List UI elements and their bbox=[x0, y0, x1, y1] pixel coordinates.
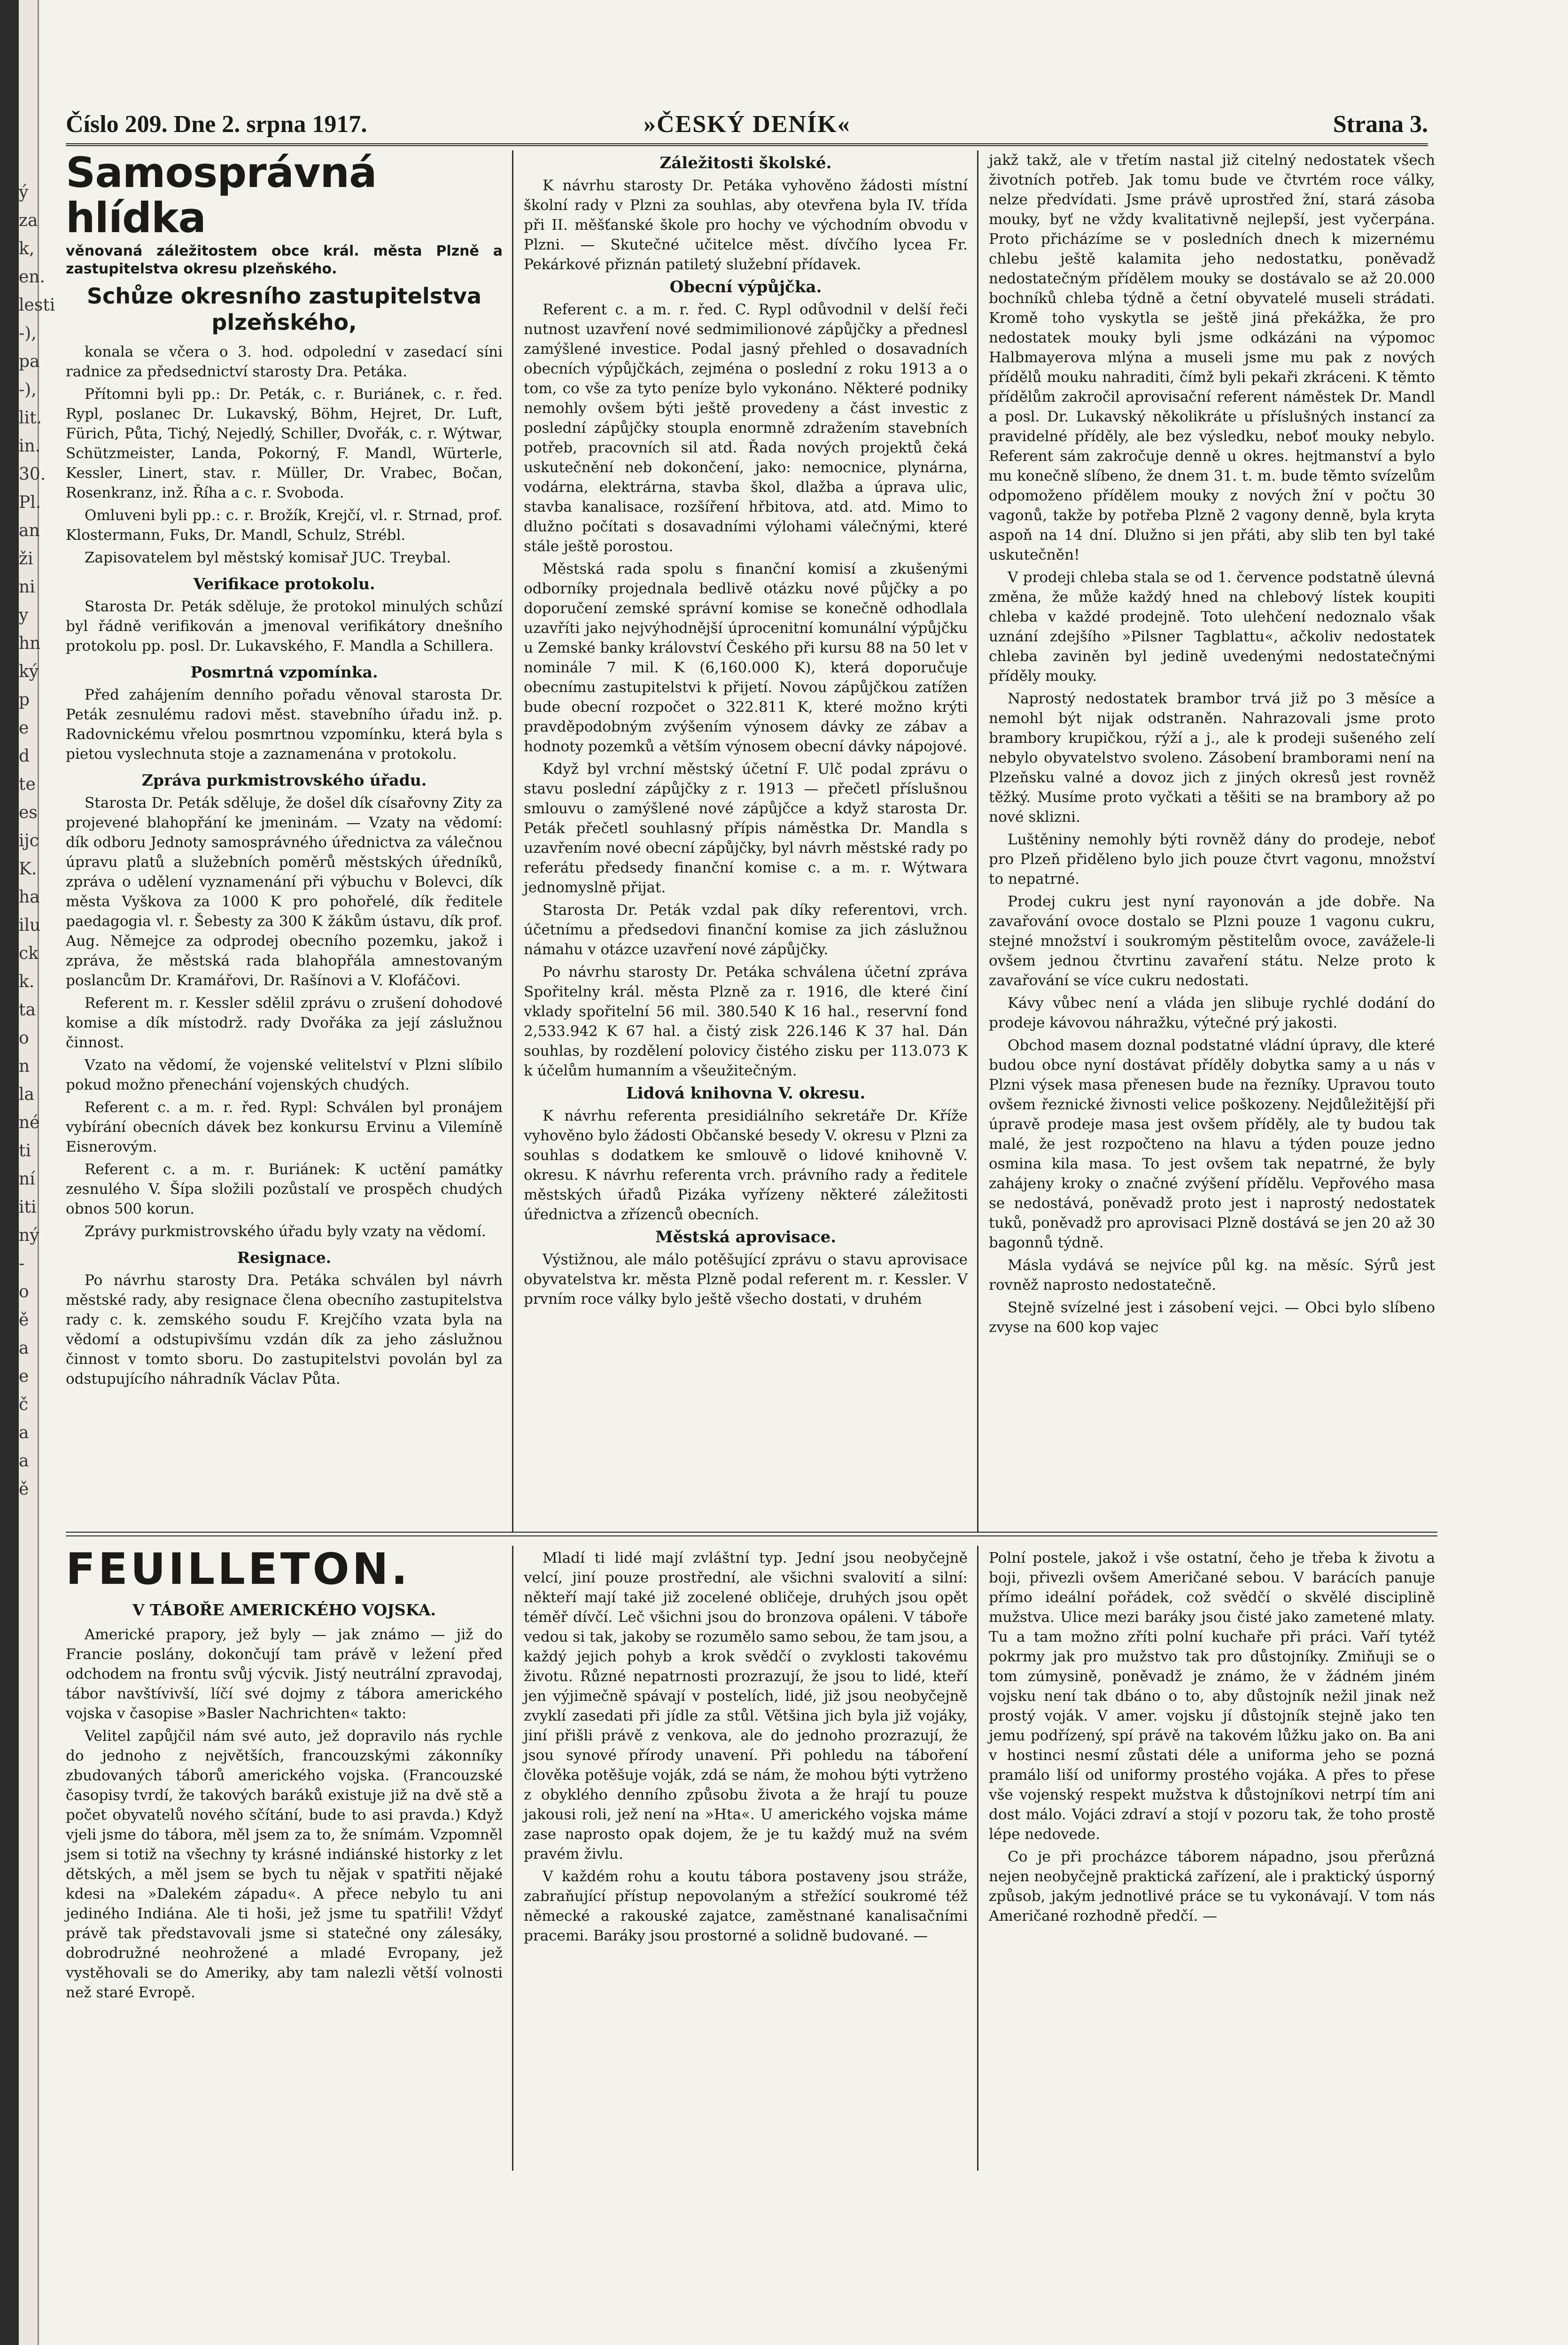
paragraph: Másla vydává se nejvíce půl kg. na měsíc. Sýrů jest rovněž naprosto nedostatečně. bbox=[989, 1257, 1435, 1293]
paragraph: Vzato na vědomí, že vojenské velitelství v Plzni slíbilo pokud možno přenechání vojenských chudých. bbox=[66, 1057, 503, 1093]
edge-fragment: 30. bbox=[19, 465, 46, 484]
edge-fragment: a bbox=[19, 1423, 29, 1442]
column-rule bbox=[512, 1546, 513, 2171]
edge-fragment: lesti bbox=[19, 296, 55, 315]
paragraph: Referent c. a m. r. řed. C. Rypl odůvodnil v delší řeči nutnost uzavření nové sedmimilionové zápůjčky a přednesl zamýšlené investice. Podal jasný přehled o dosavadních obecních výpůjčkách, zejména o poslední z roku 1913 a o tom, co vše za tyto peníze bylo vykonáno. Některé podniky nemohly ovšem býti ještě provedeny a část investic z poslední zápůjčky stoupla enormně zdražením stavebních potřeb, pracovních sil atd. Řada nových projektů čeká uskutečnění neb dokončení, jako: nemocnice, plynárna, vodárna, elektrárna, stavba škol, dlažba a úprava ulic, stavba kanalisace, rozšíření hřbitova, atd. atd. Mimo to dlužno počítati s dosavadními výlohami válečnými, které stále ještě porostou. bbox=[524, 301, 968, 555]
section-title: Samosprávná hlídka bbox=[66, 148, 377, 242]
edge-fragment: d bbox=[19, 747, 30, 766]
paragraph: K návrhu referenta presidiálního sekretáře Dr. Kříže vyhověno bylo žádosti Občanské besedy V. okresu v Plzni za souhlas s dodatkem ke smlouvě o lidové knihovně V. okresu. K návrhu referenta vrch. právního rady a ředitele městských úřadů Pizáka vyřízeny některé záležitosti úřednictva a zřízenců obecních. bbox=[524, 1107, 968, 1223]
edge-fragment: a bbox=[19, 1339, 29, 1358]
paragraph: Po návrhu starosty Dra. Petáka schválen byl návrh městské rady, aby resignace člena obecního zastupitelstva rady c. k. zemského soudu F. Krejčího vzata byla na vědomí a odstupivšímu vzdán dík za jeho záslužnou činnost v tomto sboru. Do zastupitelstvi povolán byl za odstupujícího náhradník Václav Půta. bbox=[66, 1272, 503, 1387]
edge-fragment: a bbox=[19, 1451, 29, 1471]
paragraph: jakž takž, ale v třetím nastal již citelný nedostatek všech životních potřeb. Jak tomu bude ve čtvrtém roce války, nelze předvídati. Jsme právě uprostřed žní, stará zásoba mouky, byť ne vždy kvalitativně nejlepší, jest vyčerpána. Proto přicházíme se v posledních dnech k mizernému chlebu ještě kalamita jeho nedostatku, poněvadž nedostatečným přídělem mouky se dostávalo se až 20.000 bochníků chleba týdně a četní obyvatelé museli strádati. Kromě toho vyskytla se ještě jiná překážka, že pro nedostatek mouky byli jsme odkázáni na výpomoc Halbmayerova mlýna a museli jsme mu pak z nových přídělů mouku nahraditi, čímž byli pekaři zkráceni. K těmto přídělům zakročil aprovisační referent náměstek Dr. Mandl a posl. Dr. Lukavský několikráte u příslušných instancí za pravidelné příděly, ale bez výsledku, neboť mouky nebylo. Referent sám zakročuje denně u okres. hejtmanství a bylo mu konečně slíbeno, že dnem 31. t. m. bude těmto svízelům odpomoženo přídělem mouky z nových žní v počtu 30 vagonů, takže by potřeba Plzně 2 vagony denně, byla kryta aspoň na 14 dní. Dlužno si jen přáti, aby slib ten byl také uskutečněn! bbox=[989, 152, 1435, 563]
edge-fragment: ta bbox=[19, 1000, 36, 1020]
paragraph: Referent c. a m. r. řed. Rypl: Schválen byl pronájem vybírání obecních dávek bez konkursu Ervinu a Vilemíně Eisnerovým. bbox=[66, 1099, 503, 1155]
feuilleton-column-3 bbox=[989, 1548, 1435, 2173]
paragraph: Americké prapory, jež byly — jak známo — již do Francie poslány, dokončují tam právě v ležení před odchodem na frontu svůj výcvik. Jistý neutrální zpravodaj, tábor navštívivší, líčí své dojmy z tábora amerického vojska v časopise »Basler Nachrichten« takto: bbox=[66, 1626, 503, 1722]
feuilleton-subtitle: V TÁBOŘE AMERICKÉHO VOJSKA. bbox=[132, 1601, 436, 1619]
section-subtitle: věnovaná záležitostem obce král. města Plzně a zastupitelstva okresu plzeňského. bbox=[66, 243, 503, 277]
edge-fragment: K. bbox=[19, 859, 37, 879]
edge-fragment: -), bbox=[19, 380, 37, 399]
edge-fragment: hn bbox=[19, 634, 41, 653]
edge-fragment: ži bbox=[19, 549, 33, 569]
edge-fragment: Pl. bbox=[19, 493, 41, 512]
edge-fragment: ký bbox=[19, 662, 39, 681]
paragraph: Kávy vůbec není a vláda jen slibuje rychlé dodání do prodeje kávovou náhražku, výtečné prý jakosti. bbox=[989, 995, 1435, 1031]
edge-fragment: ijc bbox=[19, 831, 39, 850]
edge-fragment: y bbox=[19, 606, 29, 625]
edge-fragment: te bbox=[19, 775, 36, 794]
edge-fragment: an bbox=[19, 521, 40, 540]
paragraph: Městská rada spolu s finanční komisí a zkušenými odborníky projednala bedlivě otázku nové půjčky a po doporučení zemské správní komise se konečně odhodlala uzavříti jako nejvýhodnější úprocenitní komunální výpůjčku u Zemské banky království Českého při kursu 88 na 50 let v nominále 7 mil. K (6,160.000 K), která doporučuje obecnímu zastupitelstvi k přijetí. Novou zápůjčkou zatížen bude obecní rozpočet o 322.811 K, které možno krýti pravděpodobným zvýšením výnosem dávky ze zábav a hodnoty pozemků a větším výnosem obecní dávky nápojové. bbox=[524, 561, 968, 755]
column-rule bbox=[512, 150, 513, 1532]
edge-fragment: iti bbox=[19, 1198, 37, 1217]
paragraph: Když byl vrchní městský účetní F. Ulč podal zprávu o stavu poslední zápůjčky z r. 1913 — přečetl příslušnou smlouvu o zamýšlené nové zápůjčce a když starosta Dr. Peták přečetl souhlasný přípis náměstka Dr. Mandla s uzavřením nové obecní zápůjčky, byl návrh městské rady po referátu předsedy finanční komise c. a m. r. Wýtwara jednomyslně přijat. bbox=[524, 761, 968, 896]
feuilleton-column-1 bbox=[66, 1597, 503, 2180]
issue-date: Číslo 209. Dne 2. srpna 1917. bbox=[66, 111, 367, 138]
edge-fragment: ck bbox=[19, 944, 39, 963]
subheading: Posmrtná vzpomínka. bbox=[190, 663, 378, 681]
edge-fragment: ni bbox=[19, 577, 35, 597]
paragraph: V každém rohu a koutu tábora postaveny jsou stráže, zabraňující přístup nepovolaným a střežící soukromé též německé a rakouské zajatce, zaměstnané kanalisačními pracemi. Baráky jsou prostorné a solidně budované. — bbox=[524, 1868, 968, 1944]
feuilleton-divider bbox=[66, 1532, 1437, 1536]
column-2 bbox=[524, 150, 968, 1527]
column-rule bbox=[977, 1546, 978, 2171]
edge-fragment: o bbox=[19, 1028, 29, 1048]
column-3 bbox=[989, 150, 1435, 1527]
page-header bbox=[66, 101, 1428, 146]
subheading: Obecní výpůjčka. bbox=[669, 278, 822, 296]
paragraph: Stejně svízelné jest i zásobení vejci. — Obci bylo slíbeno zvyse na 600 kop vajec bbox=[989, 1299, 1435, 1336]
paragraph: Omluveni byli pp.: c. r. Brožík, Krejčí, vl. r. Strnad, prof. Klostermann, Fuks, Dr. Mandl, Schulz, Strébl. bbox=[66, 507, 503, 544]
paragraph: V prodeji chleba stala se od 1. července podstatně úlevná změna, že může každý hned na chlebový lístek koupiti chleba v každé prodejně. Toto ulehčení nedoznalo však uznání zdejšího »Pilsner Tagblattu«, ačkoliv nedostatek chleba zaviněn byl jedině uvedenými nedostatečnými příděly mouky. bbox=[989, 569, 1435, 685]
paragraph: Zapisovatelem byl městský komisař JUC. Treybal. bbox=[85, 549, 451, 566]
edge-fragment: k, bbox=[19, 239, 35, 258]
paragraph: konala se včera o 3. hod. odpolední v zasedací síni radnice za předsednictví starosty Dra. Petáka. bbox=[66, 343, 503, 380]
edge-fragment: č bbox=[19, 1395, 29, 1414]
paragraph: Obchod masem doznal podstatné vládní úpravy, dle které budou obce nyní dostávat příděly dobytka samy a u nás v Plzni výsek masa přenesen bude na řezníky. Upravou touto ovšem řeznické živnosti velice poškozeny. Nejdůležitější při úpravě prodeje masa jest ovšem příděly, ale ty budou tak malé, že jest rozpočteno na hlavu a týden pouze jedno osmina kila masa. To jest ovšem tak nepatrné, že byly zahájeny kroky o značné zvýšení přídělu. Vepřového masa se nedostává, poněvadž proto jest i naprostý nedostatek tuků, poněvadž pro aprovisaci Plzně dostává se jen 20 až 30 bagonnů týdně. bbox=[989, 1037, 1435, 1251]
column-rule bbox=[977, 150, 978, 1532]
edge-fragment: ha bbox=[19, 888, 40, 907]
edge-fragment: -), bbox=[19, 324, 37, 343]
paragraph: Starosta Dr. Peták sděluje, že došel dík císařovny Zity za projevené blahopřání ke jmeninám. — Vzaty na vědomí: dík odboru Jednoty samosprávného úřednictva za válečnou úpravu platů a služebních poměrů městských úředníků, zpráva o udělení vyznamenání při výbuchu v Bolevci, dík města Vyškova za 1000 K pro pohořelé, dík ředitele paedagogia vl. r. Šebesty za 300 K žákům ústavu, dík prof. Aug. Němejce za odprodej obecního pozemku, jakož i zpráva, že městská rada blahopřála amnestovaným poslancům Dr. Kramářovi, Dr. Rašínovi a V. Klofáčovi. bbox=[66, 795, 503, 989]
paragraph: Výstižnou, ale málo potěšující zprávu o stavu aprovisace obyvatelstva kr. města Plzně podal referent m. r. Kessler. V prvním roce války bylo ještě všecho dostati, v druhém bbox=[524, 1251, 968, 1308]
edge-fragment: ý bbox=[19, 183, 29, 202]
paragraph: Po návrhu starosty Dr. Petáka schválena účetní zpráva Spořitelny král. města Plzně za r. 1916, dle které činí vklady spořitelní 56 mil. 380.540 K 16 hal., reservní fond 2,533.942 K 67 hal. a čistý zisk 226.146 K 37 hal. Dán souhlas, by rozdělení polovicy čistého zisku per 113.073 K k účelům humanním a všeužitečným. bbox=[524, 964, 968, 1079]
edge-fragment: za bbox=[19, 211, 38, 230]
edge-fragment: p bbox=[19, 690, 30, 709]
subheading: Městská aprovisace. bbox=[655, 1228, 837, 1247]
paragraph: Před zahájením denního pořadu věnoval starosta Dr. Peták zesnulému radovi měst. stavebního úřadu inž. p. Radovnickému vřelou posmrtnou vzpomínku, která byla s pietou vyslechnuta stoje a zaznamenána v protokolu. bbox=[66, 686, 503, 763]
paragraph: Zprávy purkmistrovského úřadu byly vzaty na vědomí. bbox=[85, 1223, 486, 1240]
meeting-heading: Schůze okresního zastupitelstva plzeňského, bbox=[86, 283, 482, 335]
newspaper-page bbox=[19, 0, 1568, 2345]
edge-fragment: e bbox=[19, 1367, 29, 1386]
paragraph: Velitel zapůjčil nám své auto, jež dopravilo nás rychle do jednoho z největších, francouzskými zákonníky zbudovaných táborů amerického vojska. (Francouzské časopisy tvrdí, že takových baráků existuje již na dvě stě a počet obyvatelů nového sčítání, bude to asi pravda.) Když vjeli jsme do tábora, měl jsem za to, že snímám. Vzpomněl jsem si totiž na všechny ty krásné indiánské historky z let dětských, a měl jsem se bych tu nějak v spatřiti nějaké kdesi na »Dalekém západu«. A přece nebylo tu ani jediného Indiána. Ale ti hoši, jež jsme tu spatřili! Vždyť právě tak představovali jsme si statečné ony zálesáky, dobrodružné neohrožené a mladé Evropany, jež vystěhovali se do Ameriky, aby tam nalezli větší volnosti než staré Evropě. bbox=[66, 1728, 503, 2001]
edge-fragment: in. bbox=[19, 436, 41, 456]
paragraph: Naprostý nedostatek brambor trvá již po 3 měsíce a nemohl být nijak odstraněn. Nahrazovali jsme proto brambory krupičkou, rýží a j., ale k prodeji sušeného zelí nebylo obyvatelstvo svoleno. Zásobení bramborami není na Plzeňsku valné a dovoz jich z jiných okresů jest rovněž těžký. Musíme proto vyčkati a těšiti se na brambory až po nové sklizni. bbox=[989, 690, 1435, 826]
paragraph: Co je při procházce táborem nápadno, jsou přerůzná nejen neobyčejně praktická zařízení, ale i praktický úsporný způsob, jakým jednotlivé práce se tu vykonávají. V tom nás Američané rozhodně předčí. — bbox=[989, 1848, 1435, 1924]
edge-fragment: ilu bbox=[19, 916, 41, 935]
paragraph: Starosta Dr. Peták vzdal pak díky referentovi, vrch. účetnímu a předsedovi finanční komise za jich záslužnou námahu v otázce uzavření nové zápůjčky. bbox=[524, 902, 968, 958]
subheading: Zpráva purkmistrovského úřadu. bbox=[141, 771, 427, 789]
paragraph: Referent m. r. Kessler sdělil zprávu o zrušení dohodové komise a dík místodrž. rady Dvořáka za její záslužnou činnost. bbox=[66, 995, 503, 1051]
paragraph: Mladí ti lidé mají zvláštní typ. Jední jsou neobyčejně velcí, jiní pouze prostřední, ale všichni svalovití a silní: někteří mají také již zocelené obličeje, druhých jsou opět téměř dívčí. Leč všichni jsou do bronzova opáleni. V táboře vedou si tak, jakoby se rozumělo samo sebou, že tam jsou, a každý jejich pohyb a krok svědčí o zvyklosti takovému životu. Různé nepatrnosti prozrazují, že jsou to lidé, kteří jen výjimečně spávají v postelích, lidé, již jsou neobyčejně zvyklí zasedati při jídle za stůl. Většina jich byla již vojáky, jiní přišli právě z venkova, ale do jednoho prozrazují, že jsou synové přírody unavení. Při pohledu na táboření člověka potěšuje voják, zdá se nám, že mohou býti vytrženo z obyklého denního způsobu života a že hrají tu pouze jakousi roli, jež není na »Hta«. U amerického vojska máme zase naprosto opak dojem, že je tu každý muž na svém pravém živlu. bbox=[524, 1550, 968, 1862]
adjacent-page-edge bbox=[19, 0, 55, 2345]
edge-fragment: - bbox=[19, 1254, 25, 1273]
page-number: Strana 3. bbox=[1333, 111, 1428, 138]
edge-fragment: ě bbox=[19, 1480, 29, 1499]
subheading: Lidová knihovna V. okresu. bbox=[626, 1084, 866, 1103]
feuilleton-column-2 bbox=[524, 1548, 968, 2173]
paragraph: Starosta Dr. Peták sděluje, že protokol minulých schůzí byl řádně verifikován a jmenoval verifikátory dnešního protokolu pp. posl. Dr. Lukavského, F. Mandla a Schillera. bbox=[66, 598, 503, 654]
subheading: Verifikace protokolu. bbox=[193, 575, 375, 593]
edge-fragment: lit. bbox=[19, 408, 42, 428]
paragraph: K návrhu starosty Dr. Petáka vyhověno žádosti místní školní rady v Plzni za souhlas, aby otevřena byla IV. třída při II. měšťanské škole pro hochy ve východním obvodu v Plzni. — Skutečné učitelce měst. dívčího lycea Fr. Pekárkové přiznán patiletý služební přídavek. bbox=[524, 177, 968, 273]
edge-fragment: o bbox=[19, 1282, 29, 1301]
edge-fragment: en. bbox=[19, 267, 45, 287]
paragraph: Referent c. a m. r. Buriánek: K uctění památky zesnulého V. Šípa složili pozůstalí ve prospěch chudých obnos 500 korun. bbox=[66, 1161, 503, 1217]
edge-fragment: ný bbox=[19, 1226, 39, 1245]
paragraph: Prodej cukru jest nyní rayonován a jde dobře. Na zavařování ovoce dostalo se Plzni pouze 1 vagonu cukru, stejné množství i soukromým pěstitelům ovoce, zavážele-li ovšem jednou čtvrtinu zavaření státu. Nelze proto k zavařování se více cukru nedostati. bbox=[989, 893, 1435, 989]
edge-fragment: né bbox=[19, 1113, 40, 1132]
paragraph: Polní postele, jakož i vše ostatní, čeho je třeba k životu a boji, přivezli ovšem Američané sebou. V barácích panuje přímo ideální pořádek, což svědčí o skvělé disciplině mužstva. Ulice mezi baráky jsou čisté jako zametené mlaty. Tu a tam možno zříti polní kuchaře při práci. Vaří tytéž pokrmy jak pro mužstvo tak pro důstojníky. Zmiňuji se o tom zúmysině, poněvadž je známo, že v žádném jiném vojsku není tak dbáno o to, aby důstojník nežil jinak než prostý voják. V amer. vojsku jí důstojník stejně jako ten jemu podřízený, spí právě na takovém lůžku jako on. Ba ani v hostinci nesmí zůstati déle a uniforma jeho se pozná pramálo liší od uniformy prostého vojáka. A přes to přese vše vojenský respekt mužstva k důstojníkovi netrpí tím ani dost málo. Vojáci zdraví a stojí v pozoru tak, že toho prostě lépe nedovede. bbox=[989, 1550, 1435, 1843]
paragraph: Luštěniny nemohly býti rovněž dány do prodeje, neboť pro Plzeň přiděleno bylo jich pouze čtvrt vagonu, množství to nepatrné. bbox=[989, 831, 1435, 888]
edge-fragment: es bbox=[19, 803, 38, 822]
feuilleton-title: FEUILLETON. bbox=[66, 1544, 411, 1594]
edge-fragment: ti bbox=[19, 1141, 31, 1161]
edge-fragment: k. bbox=[19, 972, 35, 991]
edge-fragments bbox=[19, 179, 55, 1504]
subheading: Záležitosti školské. bbox=[660, 154, 832, 172]
edge-fragment: ě bbox=[19, 1310, 29, 1330]
newspaper-name: »ČESKÝ DENÍK« bbox=[644, 111, 851, 138]
edge-fragment: la bbox=[19, 1085, 34, 1104]
paragraph: Přítomni byli pp.: Dr. Peták, c. r. Buriánek, c. r. řed. Rypl, poslanec Dr. Lukavský, Böhm, Hejret, Dr. Luft, Fürich, Půta, Tichý, Nejedlý, Schiller, Dvořák, c. r. Wýtwar, Schützmeister, Landa, Pokorný, F. Mandl, Würterle, Kessler, Linert, stav. r. Müller, Dr. Vrabec, Bočan, Rosenkranz, inž. Říha a c. r. Svoboda. bbox=[66, 386, 503, 501]
edge-fragment: ní bbox=[19, 1169, 35, 1189]
edge-fragment: n bbox=[19, 1057, 30, 1076]
column-1 bbox=[66, 150, 503, 1527]
edge-fragment: pa bbox=[19, 352, 40, 371]
subheading: Resignace. bbox=[237, 1248, 332, 1267]
edge-fragment: e bbox=[19, 718, 29, 738]
